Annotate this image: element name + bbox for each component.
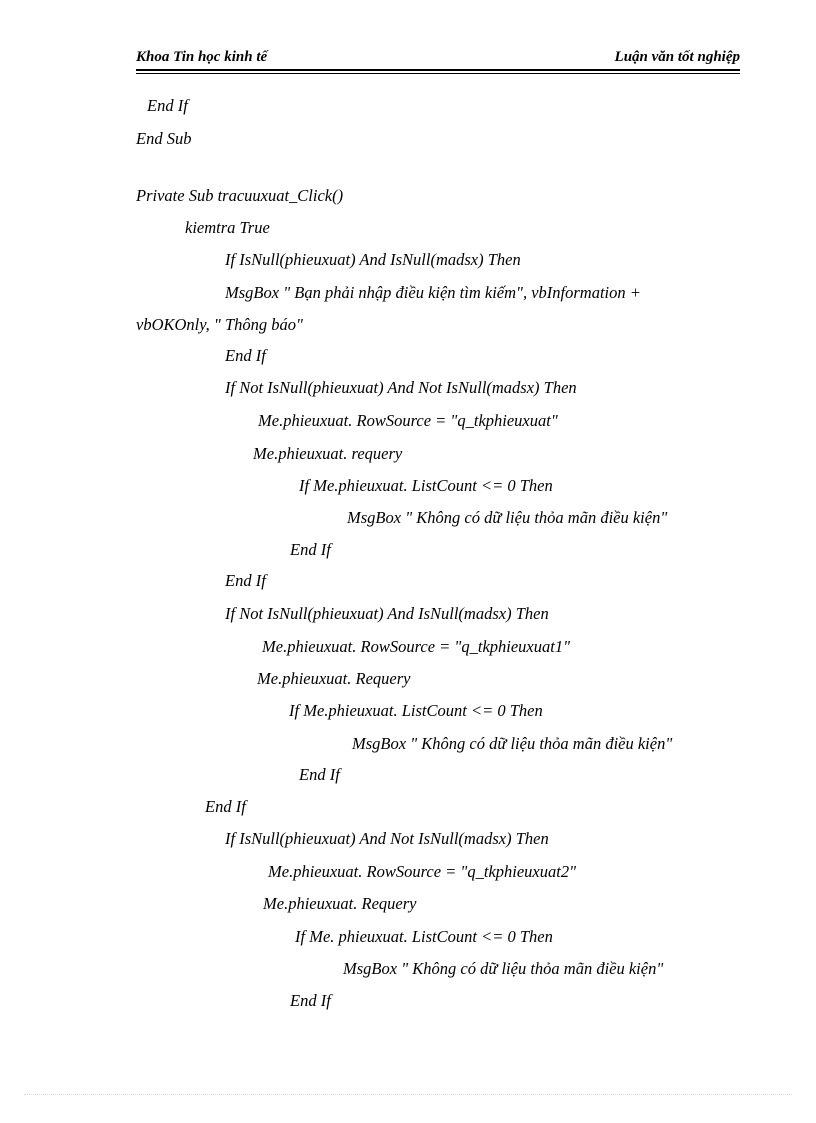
code-line: If Not IsNull(phieuxuat) And Not IsNull(madsx) Then [225,378,577,397]
header-thesis-title: Luận văn tốt nghiệp [614,49,740,65]
page-bottom-border [24,1094,792,1095]
code-line: Private Sub tracuuxuat_Click() [136,186,344,205]
code-line: If IsNull(phieuxuat) And IsNull(madsx) Then [225,250,521,269]
code-line: End If [147,96,188,115]
code-line: Me.phieuxuat. requery [253,444,403,463]
code-line: If Me.phieuxuat. ListCount <= 0 Then [289,701,543,720]
code-line: End If [225,571,266,590]
code-line: MsgBox " Không có dữ liệu thỏa mãn điều kiện" [347,508,668,527]
code-line: If Me. phieuxuat. ListCount <= 0 Then [295,927,553,946]
header-rule-thin [136,73,740,74]
code-line: kiemtra True [185,218,270,237]
code-line: If IsNull(phieuxuat) And Not IsNull(madsx) Then [225,829,549,848]
code-line: End Sub [136,129,192,148]
code-line: End If [290,540,331,559]
code-line: End If [290,991,331,1010]
code-line: End If [299,765,340,784]
header-rule-thick [136,69,740,71]
code-line: vbOKOnly, " Thông báo" [136,315,303,334]
code-line: MsgBox " Bạn phải nhập điều kiện tìm kiếm", vbInformation + [225,283,641,302]
code-line: Me.phieuxuat. RowSource = "q_tkphieuxuat1" [262,637,571,656]
code-line: Me.phieuxuat. RowSource = "q_tkphieuxuat" [258,411,558,430]
code-line: Me.phieuxuat. Requery [263,894,417,913]
code-line: End If [205,797,246,816]
header-faculty: Khoa Tin học kinh tế [136,49,268,65]
code-line: If Me.phieuxuat. ListCount <= 0 Then [299,476,553,495]
code-line: Me.phieuxuat. RowSource = "q_tkphieuxuat2" [268,862,577,881]
code-line: Me.phieuxuat. Requery [257,669,411,688]
code-line: If Not IsNull(phieuxuat) And IsNull(madsx) Then [225,604,549,623]
code-line: MsgBox " Không có dữ liệu thỏa mãn điều kiện" [352,734,673,753]
code-line: MsgBox " Không có dữ liệu thỏa mãn điều kiện" [343,959,664,978]
page-header [136,46,740,68]
code-line: End If [225,346,266,365]
